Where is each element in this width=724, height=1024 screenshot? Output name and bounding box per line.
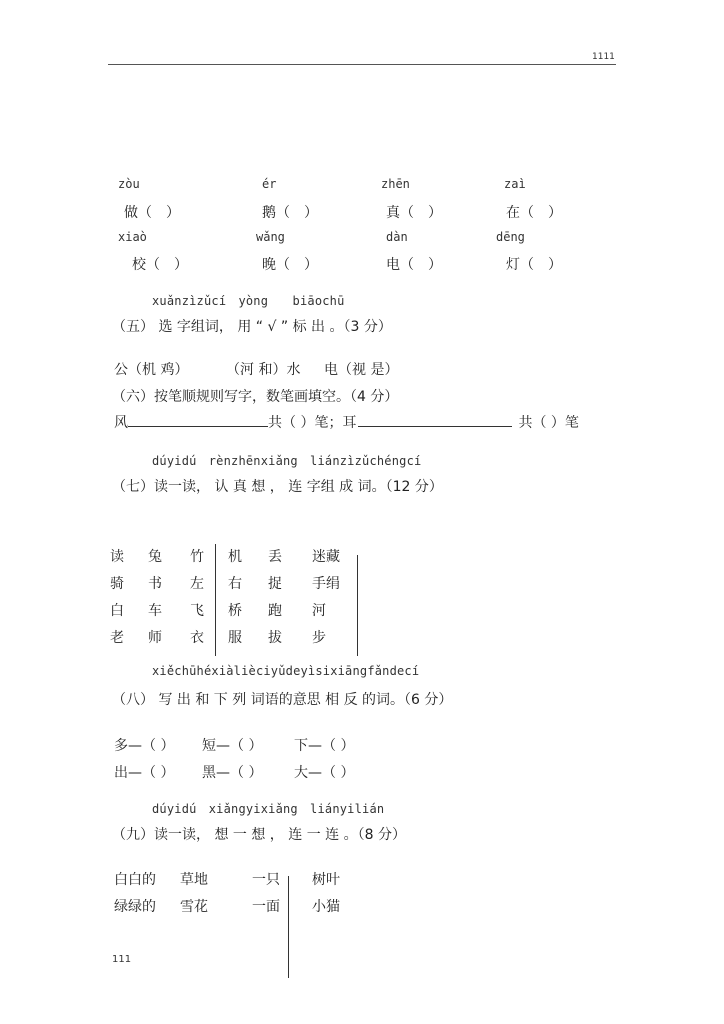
header-page-number: 1111 <box>592 52 615 62</box>
stroke-char: 风 <box>114 415 128 431</box>
match-divider <box>288 876 289 978</box>
section7-pinyin: dúyidú rènzhēnxiǎng liánzìzǔchéngcí <box>152 454 422 468</box>
grid-char: 丢 <box>268 549 282 565</box>
grid-char: 跑 <box>268 603 282 619</box>
pinyin-label: wǎng <box>256 230 285 244</box>
grid-char: 师 <box>148 630 162 646</box>
section9-pinyin: dúyidú xiǎngyixiǎng liányilián <box>152 802 385 816</box>
char-blank: 鹅（ ） <box>262 205 318 221</box>
grid-char: 服 <box>228 630 242 646</box>
footer-page-number: 111 <box>112 954 132 965</box>
char-blank: 晚（ ） <box>262 257 318 273</box>
write-blank[interactable] <box>128 412 268 427</box>
section7-title: （七）读一读， 认 真 想 ， 连 字组 成 词。（12 分） <box>112 479 443 495</box>
choice-item: （河 和）水 <box>226 362 301 378</box>
section8-pinyin: xiěchūhéxiàlièciyǔdeyìsixiāngfǎndecí <box>152 664 420 678</box>
grid-char: 书 <box>148 576 162 592</box>
grid-char: 步 <box>312 630 326 646</box>
char-blank: 灯（ ） <box>506 257 562 273</box>
grid-divider <box>215 544 216 656</box>
grid-char: 竹 <box>190 549 204 565</box>
char-blank: 真（ ） <box>386 205 442 221</box>
grid-char: 手绢 <box>312 576 340 592</box>
match-word: 白白的 <box>114 872 156 888</box>
grid-char: 右 <box>228 576 242 592</box>
grid-char: 迷藏 <box>312 549 340 565</box>
match-word: 一只 <box>252 872 280 888</box>
match-word: 绿绿的 <box>114 899 156 915</box>
match-word: 雪花 <box>180 899 208 915</box>
pinyin-label: dàn <box>386 230 408 244</box>
grid-char: 左 <box>190 576 204 592</box>
header-rule <box>108 64 616 65</box>
grid-char: 拔 <box>268 630 282 646</box>
antonym-item: 短—（ ） <box>202 738 263 754</box>
match-word: 一面 <box>252 899 280 915</box>
pinyin-label: dēng <box>496 230 525 244</box>
char-blank: 在（ ） <box>506 205 562 221</box>
grid-char: 机 <box>228 549 242 565</box>
grid-char: 老 <box>110 630 124 646</box>
grid-char: 飞 <box>190 603 204 619</box>
grid-char: 读 <box>110 549 124 565</box>
char-blank: 电（ ） <box>386 257 442 273</box>
match-word: 树叶 <box>312 872 340 888</box>
char-blank: 校（ ） <box>132 257 188 273</box>
grid-char: 白 <box>110 603 124 619</box>
stroke-char: 耳 <box>342 415 357 431</box>
section5-pinyin: xuǎnzìzǔcí yòng biāochū <box>152 294 345 308</box>
grid-char: 衣 <box>190 630 204 646</box>
grid-char: 兔 <box>148 549 162 565</box>
antonym-item: 大—（ ） <box>294 765 355 781</box>
antonym-item: 黑—（ ） <box>202 765 263 781</box>
antonym-item: 多—（ ） <box>114 738 175 754</box>
pinyin-label: zaì <box>504 177 526 191</box>
pinyin-label: zòu <box>118 177 140 191</box>
section5-title: （五） 选 字组词， 用 “ √ ” 标 出 。（3 分） <box>112 319 392 335</box>
grid-char: 河 <box>312 603 326 619</box>
pinyin-label: ér <box>262 177 277 191</box>
section6-title: （六）按笔顺规则写字，数笔画填空。（4 分） <box>112 389 399 405</box>
pinyin-label: zhēn <box>381 177 410 191</box>
antonym-item: 出—（ ） <box>114 765 175 781</box>
grid-divider <box>357 555 358 656</box>
choice-item: 公（机 鸡） <box>114 362 189 378</box>
antonym-item: 下—（ ） <box>294 738 355 754</box>
grid-char: 骑 <box>110 576 124 592</box>
choice-item: 电（视 是） <box>324 362 399 378</box>
match-word: 小猫 <box>312 899 340 915</box>
grid-char: 车 <box>148 603 162 619</box>
section8-title: （八） 写 出 和 下 列 词语的意思 相 反 的词。（6 分） <box>112 692 453 708</box>
match-word: 草地 <box>180 872 208 888</box>
grid-char: 捉 <box>268 576 282 592</box>
stroke-count: 共（ ）笔； <box>268 415 343 431</box>
write-blank[interactable] <box>358 412 512 427</box>
grid-char: 桥 <box>228 603 242 619</box>
section9-title: （九）读一读， 想 一 想 ， 连 一 连 。（8 分） <box>112 827 406 843</box>
char-blank: 做（ ） <box>124 205 180 221</box>
pinyin-label: xiaò <box>118 230 147 244</box>
stroke-count: 共（ ）笔 <box>518 415 579 431</box>
